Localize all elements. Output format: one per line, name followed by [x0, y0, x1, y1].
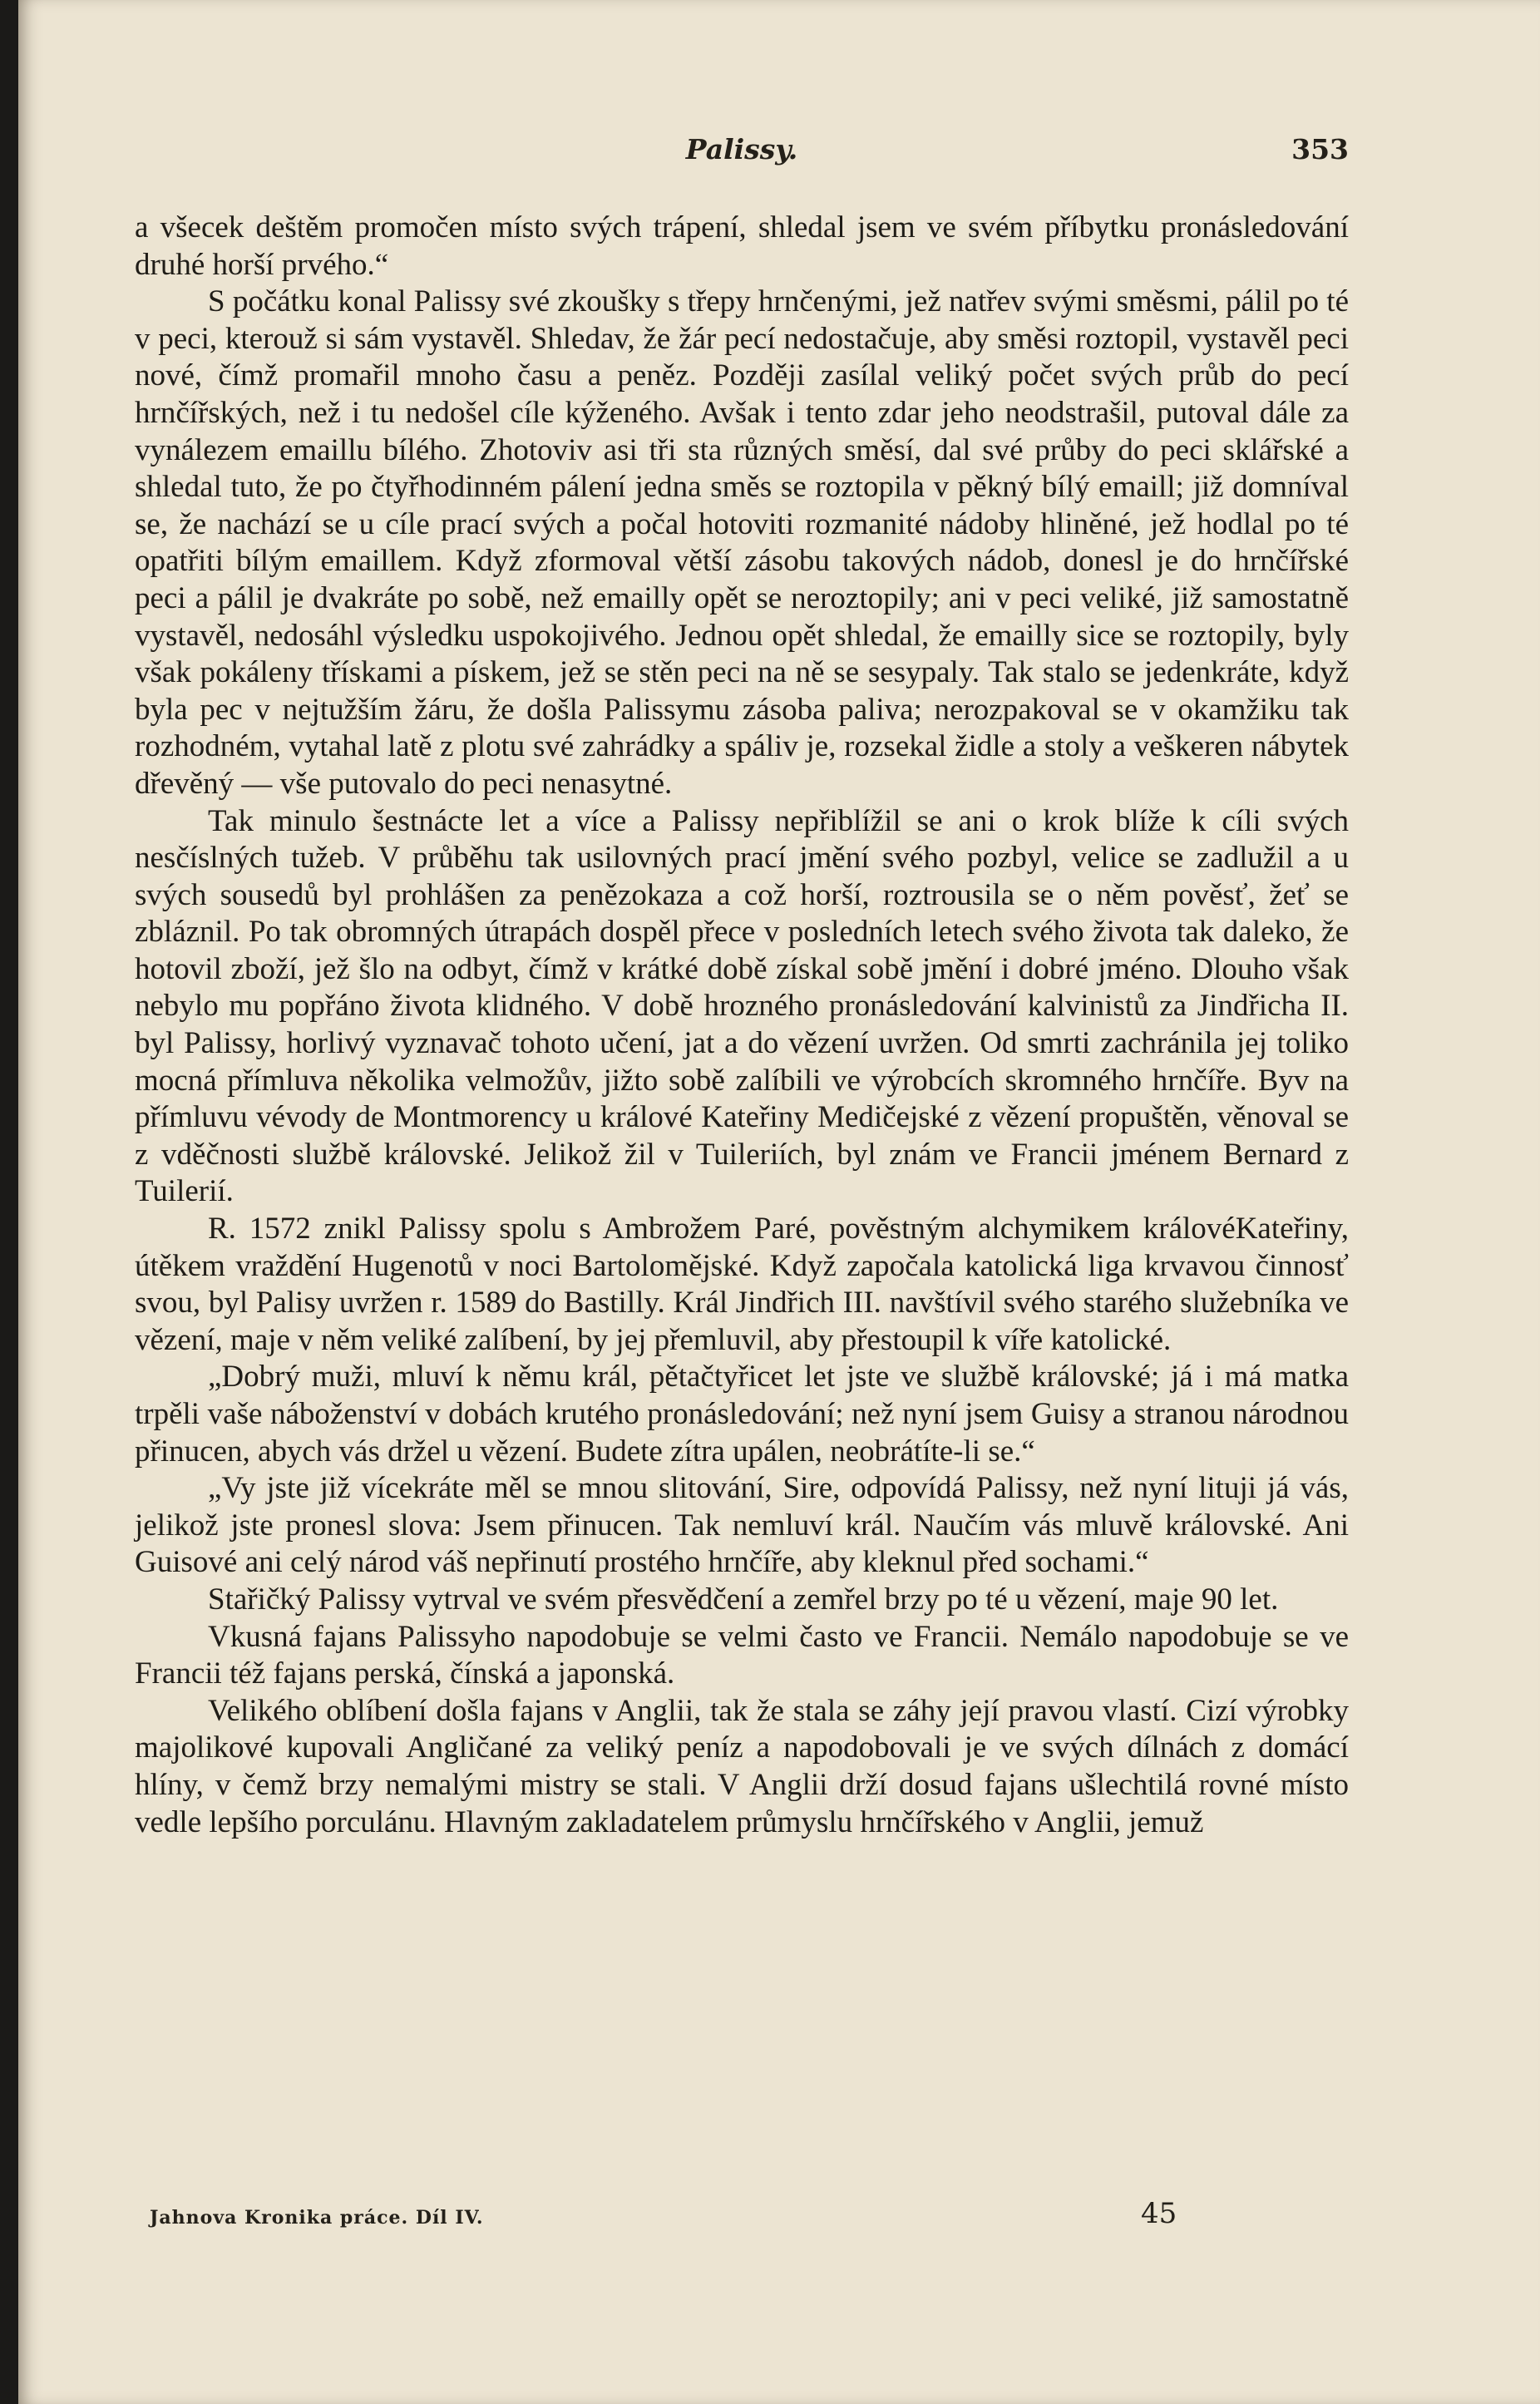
footer-signature: Jahnova Kronika práce. Díl IV.: [150, 2207, 484, 2229]
page-number: 353: [1291, 133, 1349, 165]
paragraph-1: a všecek deštěm promočen místo svých trápení, shledal jsem ve svém příbytku pronásledování druhé horší prvého.“: [135, 210, 1349, 282]
paragraph-4: R. 1572 znikl Palissy spolu s Ambrožem Paré, pověstným alchymikem královéKateřiny, útěkem vraždění Hugenotů v noci Bartolomějské. Když započala katolická liga krvavou činnosť svou, byl Palisy uvržen r. 1589 do Bastilly. Král Jindřich III. navštívil svého starého služebníka ve vězení, maje v něm veliké zalíbení, by jej přemluvil, aby přestoupil k víře katolické.: [135, 1212, 1349, 1357]
sheet-number: 45: [1141, 2197, 1177, 2230]
paragraph-2: S počátku konal Palissy své zkoušky s třepy hrnčenými, jež natřev svými směsmi, pálil po té v peci, kterouž si sám vystavěl. Shledav, že žár pecí nedostačuje, aby směsi roztopil, vystavěl peci nové, čímž promařil mnoho času a peněz. Později zasílal veliký počet svých průb do pecí hrnčířských, než i tu nedošel cíle kýženého. Avšak i tento zdar jeho neodstrašil, putoval dále za vynálezem emaillu bílého. Zhotoviv asi tři sta různých směsí, dal své průby do peci sklářské a shledal tuto, že po čtyřhodinném pálení jedna směs se roztopila v pěkný bílý emaill; již domníval se, že nachází se u cíle prací svých a počal hotoviti rozmanité nádoby hliněné, jež hodlal po té opatřiti bílým emaillem. Když zformoval větší zásobu takových nádob, donesl je do hrnčířské peci a pálil je dvakráte po sobě, než emailly opět se neroztopily; ani v peci veliké, již samostatně vystavěl, nedosáhl výsledku uspokojivého. Jednou opět shledal, že emailly sice se roztopily, byly však pokáleny třískami a pískem, jež se stěn peci na ně se sesypaly. Tak stalo se jedenkráte, když byla pec v nejtužším žáru, že došla Palissymu zásoba paliva; nerozpakoval se v okamžiku tak rozhodném, vytahal latě z plotu své zahrádky a spáliv je, rozsekal židle a stoly a veškeren nábytek dřevěný — vše putovalo do peci nenasytné.: [135, 284, 1349, 801]
paragraph-3: Tak minulo šestnácte let a více a Palissy nepřiblížil se ani o krok blíže k cíli svých nesčíslných tužeb. V průběhu tak usilovných prací jmění svého pozbyl, velice se zadlužil a u svých sousedů byl prohlášen za penězokaza a což horší, roztrousila se o něm pověsť, žeť se zbláznil. Po tak obromných útrapách dospěl přece v posledních letech svého života tak daleko, že hotovil zboží, jež šlo na odbyt, čímž v krátké době získal sobě jmění i dobré jméno. Dlouho však nebylo mu popřáno života klidného. V době hrozného pronásledování kalvinistů za Jindřicha II. byl Palissy, horlivý vyznavač tohoto učení, jat a do vězení uvržen. Od smrti zachránila jej toliko mocná přímluva několika velmožův, jižto sobě zalíbili ve výrobcích skromného hrnčíře. Byv na přímluvu vévody de Montmorency u králové Kateřiny Medičejské z vězení propuštěn, věnoval se z vděčnosti službě královské. Jelikož žil v Tuileriích, byl znám ve Francii jménem Bernard z Tuilerií.: [135, 803, 1349, 1209]
paragraph-5: „Dobrý muži, mluví k němu král, pětačtyřicet let jste ve službě královské; já i má matka trpěli vaše náboženství v dobách krutého pronásledování; než nyní jsem Guisy a stranou národnou přinucen, abych vás držel u vězení. Budete zítra upálen, neobrátíte-li se.“: [135, 1360, 1349, 1469]
paragraph-9: Velikého oblíbení došla fajans v Anglii, tak že stala se záhy její pravou vlastí. Cizí výrobky majolikové kupovali Angličané za veliký peníz a napodobovali je ve svých dílnách z domácí hlíny, v čemž brzy nemalými mistry se stali. V Anglii drží dosud fajans ušlechtilá rovné místo vedle lepšího porculánu. Hlavným zakladatelem průmyslu hrnčířského v Anglii, jemuž: [135, 1693, 1349, 1839]
page-header: [135, 133, 1349, 173]
book-page: [18, 0, 1540, 2404]
paragraph-8: Vkusná fajans Palissyho napodobuje se velmi často ve Francii. Nemálo napodobuje se ve Francii též fajans perská, čínská a japonská.: [135, 1619, 1349, 1691]
running-title: Palissy.: [685, 133, 798, 165]
paragraph-6: „Vy jste již vícekráte měl se mnou slitování, Sire, odpovídá Palissy, než nyní lituji já vás, jelikož jste pronesl slova: Jsem přinucen. Tak nemluví král. Naučím vás mluvě královské. Ani Guisové ani celý národ váš nepřinutí prostého hrnčíře, aby kleknul před sochami.“: [135, 1471, 1349, 1580]
paragraph-7: Stařičký Palissy vytrval ve svém přesvědčení a zemřel brzy po té u vězení, maje 90 let.: [208, 1582, 1279, 1617]
body-text: [135, 210, 1349, 1841]
page-footer: [135, 2197, 1349, 2239]
